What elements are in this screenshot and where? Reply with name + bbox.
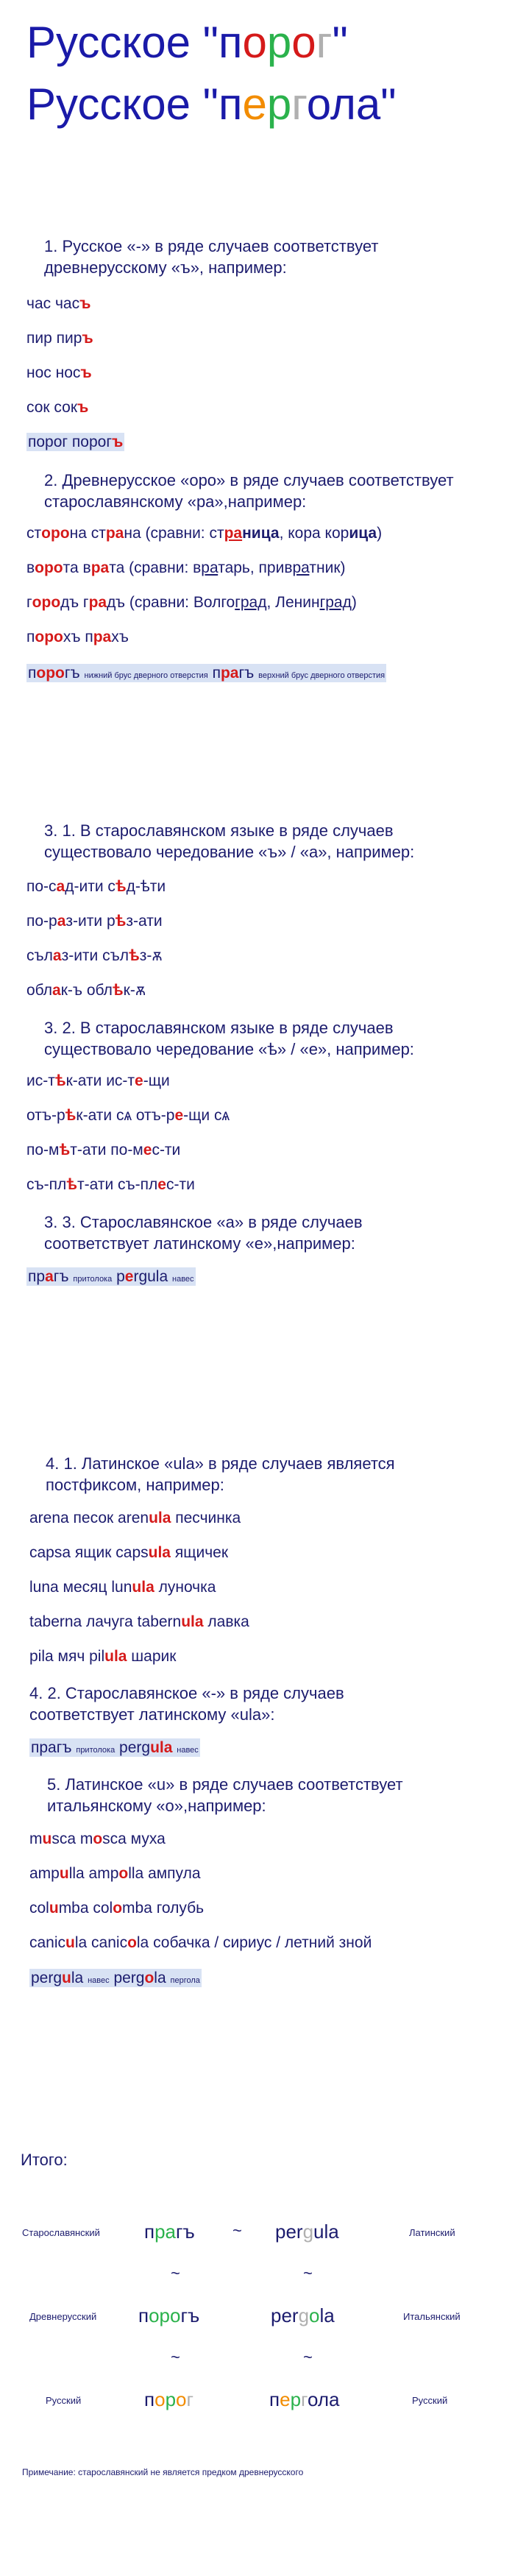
text-fragment: la [71, 1970, 84, 1986]
text-fragment [29, 1969, 202, 1987]
text-fragment: arena песок aren [29, 1510, 149, 1526]
text-fragment: la [319, 2304, 335, 2326]
text-fragment: ula [132, 1579, 154, 1596]
text-fragment: o [93, 1830, 103, 1847]
text-fragment: на (сравни: ст [124, 525, 224, 542]
text-fragment: з-ѫ [139, 947, 163, 964]
tilde-sign: ~ [171, 2264, 180, 2282]
text-fragment: а [56, 878, 65, 895]
text-fragment: per [271, 2304, 299, 2326]
language-label: Старославянский [22, 2227, 100, 2238]
summary-word [144, 2388, 193, 2411]
text-fragment: ula [313, 2221, 339, 2243]
list-item [26, 628, 129, 647]
text-fragment: к-ати сѧ отъ-р [76, 1107, 175, 1124]
text-fragment: сок сок [26, 399, 78, 416]
text-fragment: o [309, 2304, 320, 2326]
text-fragment: col [29, 1900, 49, 1917]
text-fragment: g [298, 2304, 310, 2326]
title-text: ола" [306, 79, 397, 129]
text-fragment: з-ити р [65, 913, 116, 930]
text-fragment: шарик [127, 1648, 177, 1665]
list-item-highlighted [26, 433, 124, 452]
language-label: Русский [412, 2395, 448, 2406]
text-fragment: g [302, 2221, 314, 2243]
text-fragment: оро [35, 559, 63, 576]
text-fragment: прагъ [31, 1739, 72, 1756]
text-fragment: ра [292, 559, 310, 576]
text-fragment: нижний брус дверного отверстия [84, 671, 208, 680]
text-fragment: ъ [79, 295, 91, 312]
text-fragment: дъ (сравни: Волго [107, 594, 235, 611]
text-fragment: верхний брус дверного отверстия [258, 671, 386, 680]
text-fragment: притолока [76, 1746, 116, 1755]
text-fragment: ра [90, 559, 110, 576]
text-fragment: г [26, 594, 32, 611]
text-fragment: в [26, 559, 35, 576]
list-item [29, 1830, 166, 1849]
text-fragment: съл [26, 947, 53, 964]
summary-word [269, 2388, 339, 2411]
list-item-highlighted [26, 1267, 196, 1289]
text-fragment: град [319, 594, 352, 611]
section-3-2-heading: 3. 2. В старославянском языке в ряде случаев существовало чередование «ѣ» / «е», например: [44, 1019, 414, 1058]
text-fragment: ра [201, 559, 219, 576]
text-fragment: гъ [176, 2221, 195, 2243]
text-fragment: mba col [58, 1900, 113, 1917]
text-fragment: perg [113, 1970, 145, 1986]
text-fragment: е [157, 1176, 166, 1193]
text-fragment: la canic [74, 1934, 128, 1951]
text-fragment: песчинка [171, 1510, 241, 1526]
text-fragment: o [113, 1900, 123, 1917]
text-fragment: час час [26, 295, 80, 312]
list-item [29, 1543, 228, 1563]
summary-word [144, 2220, 195, 2243]
text-fragment: г [186, 2388, 193, 2410]
text-fragment: пир пир [26, 330, 82, 347]
summary-word [138, 2304, 199, 2327]
text-fragment: u [49, 1900, 59, 1917]
title-letter-r: р [266, 79, 292, 129]
text-fragment: та в [63, 559, 91, 576]
text-fragment: обл [26, 982, 53, 999]
text-fragment: к-ъ обл [60, 982, 113, 999]
list-item [29, 1578, 216, 1597]
text-fragment: е [135, 1072, 143, 1089]
text-fragment: порог порог [28, 434, 112, 450]
text-fragment: lla ампула [128, 1865, 201, 1882]
tilde-sign: ~ [171, 2348, 180, 2366]
title-text: Русское "п [26, 18, 243, 67]
text-fragment: е [143, 1142, 152, 1158]
text-fragment: съ-пл [26, 1176, 67, 1193]
text-fragment: та (сравни: в [109, 559, 202, 576]
list-item [26, 981, 146, 1000]
text-fragment: тарь, прив [218, 559, 293, 576]
text-fragment: pila мяч pil [29, 1648, 105, 1665]
text-fragment: u [62, 1970, 71, 1986]
title-line-2 [26, 78, 397, 131]
text-fragment: з-ити съл [61, 947, 129, 964]
footnote: Примечание: старославянский не является предком древнерусского [22, 2467, 304, 2477]
text-fragment [29, 1738, 200, 1757]
text-fragment: к-ати ис-т [65, 1072, 135, 1089]
text-fragment: град [235, 594, 267, 611]
text-fragment: гъ [64, 665, 80, 682]
summary-word [271, 2304, 335, 2327]
text-fragment: ѣ [129, 947, 140, 964]
text-fragment: п [28, 665, 37, 682]
list-item [26, 1175, 195, 1195]
text-fragment: п [144, 2388, 155, 2410]
text-fragment: sca m [52, 1830, 93, 1847]
text-fragment: per [275, 2221, 303, 2243]
text-fragment: хъ п [63, 629, 93, 645]
list-item [26, 912, 163, 931]
text-fragment: u [59, 1865, 69, 1882]
list-item [26, 524, 382, 543]
text-fragment: с-ти [152, 1142, 181, 1158]
section-4-1-heading: 4. 1. Латинское «ula» в ряде случаев является постфиксом, например: [46, 1454, 395, 1494]
text-fragment: д-ѣти [126, 878, 166, 895]
text-fragment: о [154, 2388, 166, 2410]
list-item [26, 398, 88, 417]
list-item [26, 877, 166, 896]
language-label: Древнерусский [29, 2311, 97, 2322]
list-item [26, 364, 92, 383]
list-item-highlighted [29, 1738, 200, 1760]
text-fragment: а [45, 1268, 54, 1285]
text-fragment: а [52, 982, 61, 999]
text-fragment: mba голубь [122, 1900, 205, 1917]
text-fragment: д-ити с [65, 878, 116, 895]
text-fragment: ис-т [26, 1072, 55, 1089]
text-fragment: ола [307, 2388, 340, 2410]
text-fragment: ица [349, 525, 377, 542]
text-fragment: ница [242, 525, 280, 542]
section-3-3-heading: 3. 3. Старославянское «а» в ряде случаев соответствует латинскому «е»,например: [44, 1213, 363, 1253]
text-fragment: гъ [53, 1268, 69, 1285]
text-fragment: o [127, 1934, 137, 1951]
text-fragment: u [65, 1934, 75, 1951]
text-fragment: а [52, 947, 62, 964]
text-fragment: ъ [111, 434, 124, 450]
list-item [26, 329, 93, 348]
text-fragment [26, 433, 124, 451]
section-5-heading: 5. Латинское «u» в ряде случаев соответствует итальянскому «о»,например: [47, 1775, 403, 1815]
text-fragment: ра [220, 665, 239, 682]
text-fragment: ula [149, 1510, 171, 1526]
text-fragment: canic [29, 1934, 66, 1951]
title-letter-o: о [291, 18, 316, 67]
text-fragment: навес [88, 1976, 110, 1985]
text-fragment: ѣ [65, 1107, 77, 1124]
title-line-1 [26, 16, 348, 69]
text-fragment: луночка [154, 1579, 216, 1596]
text-fragment: лавка [203, 1613, 249, 1630]
text-fragment: на ст [69, 525, 106, 542]
text-fragment: р [165, 2388, 177, 2410]
title-text: Русское "п [26, 79, 243, 129]
text-fragment: гъ [238, 665, 255, 682]
text-fragment: оро [41, 525, 70, 542]
list-item [29, 1613, 249, 1632]
text-fragment: ) [377, 525, 383, 542]
text-fragment: п [212, 665, 221, 682]
text-fragment: p [116, 1268, 125, 1285]
text-fragment: а [57, 913, 66, 930]
section-4-2-heading: 4. 2. Старославянское «-» в ряде случаев соответствует латинскому «ula»: [29, 1684, 344, 1724]
text-fragment: ѣ [115, 913, 127, 930]
text-fragment: ъ [77, 399, 89, 416]
list-item-highlighted [29, 1969, 202, 1990]
text-fragment: , Ленин [266, 594, 320, 611]
text-fragment: ра [224, 525, 243, 542]
text-fragment [26, 1267, 196, 1286]
text-fragment: la [154, 1970, 166, 1986]
title-letter-g: г [291, 79, 307, 129]
list-item [29, 1864, 201, 1883]
summary-title: Итого: [21, 2151, 68, 2169]
text-fragment [26, 664, 386, 682]
text-fragment: amp [29, 1865, 60, 1882]
text-fragment: т-ати съ-пл [77, 1176, 158, 1193]
text-fragment: ра [88, 594, 107, 611]
text-fragment: по-с [26, 878, 57, 895]
text-fragment: т-ати по-м [70, 1142, 143, 1158]
text-fragment: по-р [26, 913, 57, 930]
title-letter-o: о [242, 18, 267, 67]
text-fragment: пергола [170, 1976, 200, 1985]
text-fragment: оро [149, 2304, 181, 2326]
section-3-1-heading: 3. 1. В старославянском языке в ряде случаев существовало чередование «ъ» / «а», например: [44, 821, 415, 861]
text-fragment: ѣ [59, 1142, 71, 1158]
text-fragment: отъ-р [26, 1107, 65, 1124]
text-fragment: sca муха [102, 1830, 166, 1847]
list-item [29, 1933, 372, 1953]
text-fragment: ѣ [66, 1176, 78, 1193]
text-fragment: perg [31, 1970, 63, 1986]
text-fragment: ula [104, 1648, 127, 1665]
title-letter-g: г [316, 18, 333, 67]
text-fragment: rgula [133, 1268, 168, 1285]
list-item [26, 946, 163, 966]
list-item [29, 1509, 241, 1528]
text-fragment: , кора кор [279, 525, 349, 542]
text-fragment: е [174, 1107, 184, 1124]
text-fragment: o [118, 1865, 129, 1882]
text-fragment: притолока [73, 1275, 113, 1284]
text-fragment: ula [150, 1739, 173, 1756]
text-fragment: ѣ [54, 1072, 66, 1089]
language-label: Итальянский [403, 2311, 461, 2322]
text-fragment: оро [32, 594, 61, 611]
text-fragment: perg [119, 1739, 151, 1756]
list-item [26, 593, 357, 612]
text-fragment: ящичек [170, 1544, 229, 1561]
language-label: Латинский [409, 2227, 455, 2238]
text-fragment: с-ти [166, 1176, 195, 1193]
text-fragment: п [26, 629, 35, 645]
title-letter-r: р [266, 18, 292, 67]
section-2-heading: 2. Древнерусское «оро» в ряде случаев соответствует старославянскому «ра»,например: [44, 471, 454, 511]
text-fragment: г [301, 2388, 308, 2410]
text-fragment: lla amp [68, 1865, 119, 1882]
text-fragment: навес [172, 1275, 194, 1284]
text-fragment: о [176, 2388, 187, 2410]
text-fragment: ula [181, 1613, 204, 1630]
text-fragment: ра [93, 629, 112, 645]
list-item [26, 294, 90, 314]
text-fragment: ula [148, 1544, 171, 1561]
text-fragment: п [269, 2388, 280, 2410]
text-fragment: дъ г [60, 594, 89, 611]
text-fragment: e [124, 1268, 134, 1285]
section-1-heading: 1. Русское «-» в ряде случаев соответствует древнерусскому «ъ», например: [44, 237, 379, 277]
text-fragment: ѣ [115, 878, 127, 895]
list-item [29, 1899, 204, 1918]
text-fragment: taberna лачуга tabern [29, 1613, 182, 1630]
text-fragment: оро [36, 665, 65, 682]
text-fragment: гъ [180, 2304, 200, 2326]
text-fragment: ст [26, 525, 42, 542]
text-fragment: ра [154, 2221, 177, 2243]
text-fragment: u [42, 1830, 52, 1847]
tilde-sign: ~ [303, 2264, 313, 2282]
list-item [26, 1106, 230, 1125]
tilde-sign: ~ [232, 2221, 242, 2240]
language-label: Русский [46, 2395, 82, 2406]
text-fragment: capsa ящик caps [29, 1544, 149, 1561]
text-fragment: навес [177, 1746, 199, 1755]
text-fragment: luna месяц lun [29, 1579, 132, 1596]
text-fragment: к-ѫ [123, 982, 146, 999]
tilde-sign: ~ [303, 2348, 313, 2366]
text-fragment: р [290, 2388, 302, 2410]
text-fragment: -щи сѧ [183, 1107, 230, 1124]
title-letter-e: е [242, 79, 267, 129]
text-fragment: нос нос [26, 364, 81, 381]
summary-word [275, 2220, 339, 2243]
text-fragment: тник) [309, 559, 346, 576]
text-fragment: по-м [26, 1142, 60, 1158]
text-fragment: ъ [80, 364, 92, 381]
title-text: " [332, 18, 348, 67]
list-item-highlighted [26, 664, 386, 685]
text-fragment: пр [28, 1268, 46, 1285]
text-fragment: хъ [111, 629, 129, 645]
text-fragment: п [138, 2304, 149, 2326]
text-fragment: ) [351, 594, 357, 611]
text-fragment: ѣ [112, 982, 124, 999]
text-fragment: la собачка / сириус / летний зной [136, 1934, 372, 1951]
text-fragment: п [144, 2221, 155, 2243]
text-fragment: o [144, 1970, 154, 1986]
text-fragment: е [280, 2388, 291, 2410]
text-fragment: -щи [143, 1072, 170, 1089]
list-item [26, 559, 346, 578]
text-fragment: з-ати [126, 913, 163, 930]
text-fragment: оро [35, 629, 63, 645]
list-item [26, 1141, 180, 1160]
list-item [29, 1647, 176, 1666]
text-fragment: ра [105, 525, 124, 542]
list-item [26, 1072, 170, 1091]
text-fragment: m [29, 1830, 43, 1847]
text-fragment: ъ [82, 330, 93, 347]
